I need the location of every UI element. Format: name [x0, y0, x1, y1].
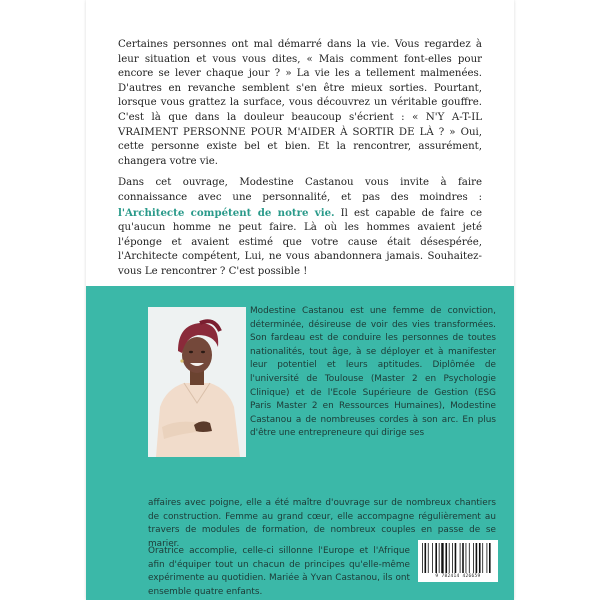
barcode-number: 9 782414 426659	[435, 574, 481, 579]
intro-paragraph-2	[118, 176, 482, 279]
author-photo	[148, 307, 246, 457]
highlight-architecte: l'Architecte compétent de notre vie.	[118, 206, 335, 219]
intro-text	[118, 38, 482, 287]
barcode-bars	[422, 543, 494, 573]
intro-p2-before: Dans cet ouvrage, Modestine Castanou vous invite à faire connaissance avec une personnalité, et pas des moindres :	[118, 177, 482, 203]
intro-p2-after: Il est capable de faire ce qu'aucun homme ne peut faire. Là où les hommes avaient jeté l'éponge et avaient estimé que votre cause était désespérée, l'Architecte compétent, Lui, ne vous abandonnera jamais. Souhaitez-vous Le rencontrer ? C'est possible !	[118, 207, 482, 277]
intro-paragraph-1: Certaines personnes ont mal démarré dans la vie. Vous regardez à leur situation et vous vous dites, « Mais comment font-elles pour encore se lever chaque jour ? » La vie les a tellement malmenées. D'autres en revanche semblent s'en être mieux sorties. Pourtant, lorsque vous grattez la surface, vous découvrez un véritable gouffre. C'est là que dans la douleur beaucoup s'écrient : « N'Y A-T-IL VRAIMENT PERSONNE POUR M'AIDER À SORTIR DE LÀ ? » Oui, cette personne existe bel et bien. Et la rencontrer, assurément, changera votre vie.	[118, 39, 482, 167]
isbn-barcode	[418, 540, 498, 582]
author-bio-wide: affaires avec poigne, elle a été maître d'ouvrage sur de nombreux chantiers de construction. Femme au grand cœur, elle accompagne régulièrement au travers de modules de formation, de nombreux couples en passe de se marier.	[148, 498, 496, 549]
author-bio-side: Modestine Castanou est une femme de conviction, déterminée, désireuse de voir des vies transformées. Son fardeau est de conduire les personnes de toutes nationalités, tout âge, à se déployer et à manifester leur potentiel et leurs aptitudes. Diplômée de l'université de Toulouse (Master 2 en Psychologie Clinique) et de l'Ecole Supérieure de Gestion (ESG Paris Master 2 en Ressources Humaines), Modestine Castanou a de nombreuses cordes à son arc. En plus d'être une entrepreneure qui dirige ses	[250, 306, 496, 439]
author-bio-paragraph-2: Oratrice accomplie, celle-ci sillonne l'Europe et l'Afrique afin d'équiper tout un chacun de principes qu'elle-même expérimente au quotidien. Mariée à Yvan Castanou, ils ont ensemble quatre enfants.	[148, 546, 410, 597]
